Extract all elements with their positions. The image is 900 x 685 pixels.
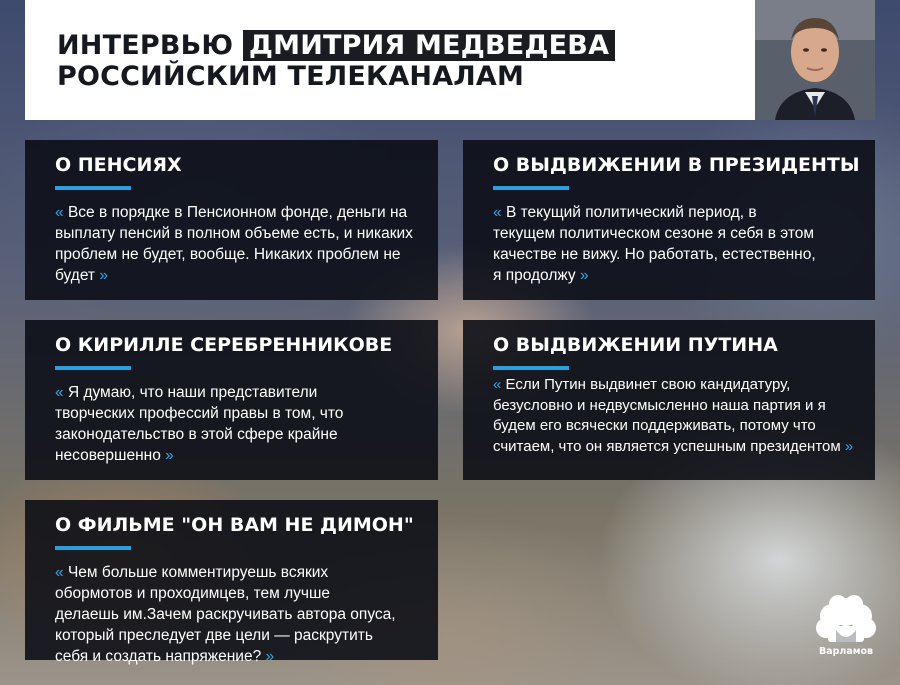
card-text: Все в порядке в Пенсионном фонде, деньги на выплату пенсий в полном объеме есть, и никаких проблем не будет, вообще. Никаких проблем не будет — [55, 204, 413, 284]
card-heading: О ПЕНСИЯХ — [55, 154, 182, 176]
title-part1: ИНТЕРВЬЮ — [57, 30, 234, 61]
quote-close: » — [844, 437, 854, 455]
heading-underline — [493, 366, 569, 370]
card-quote — [55, 562, 398, 667]
card-quote — [493, 375, 865, 457]
card-quote — [55, 382, 393, 466]
card-heading: О КИРИЛЛЕ СЕРЕБРЕННИКОВЕ — [55, 334, 393, 356]
card-quote — [55, 202, 428, 286]
page-title — [57, 30, 615, 92]
quote-close: » — [579, 267, 589, 284]
quote-close: » — [165, 447, 174, 464]
card-presidency — [463, 140, 875, 300]
card-text: Я думаю, что наши представители творческих профессий правы в том, что законодательство в этой сфере крайне несовершенно — [55, 384, 344, 464]
card-heading: О ФИЛЬМЕ "ОН ВАМ НЕ ДИМОН" — [55, 514, 414, 536]
card-film — [25, 500, 438, 665]
quote-open: « — [493, 376, 502, 393]
card-heading: О ВЫДВИЖЕНИИ В ПРЕЗИДЕНТЫ — [493, 154, 860, 176]
quote-close: » — [265, 648, 275, 665]
quote-open: « — [493, 204, 502, 221]
card-pensions — [25, 140, 438, 300]
heading-underline — [55, 186, 131, 190]
card-text: В текущий политический период, в текущем политическом сезоне я себя в этом качестве не вижу. Но работать, естественно, я продолжу — [493, 204, 816, 284]
quote-open: « — [55, 564, 64, 581]
card-text: Если Путин выдвинет свою кандидатуру, безусловно и недвусмысленно наша партия и я будем его всячески поддерживать, потому что считаем, что он является успешным президентом — [493, 376, 841, 455]
heading-underline — [55, 366, 131, 370]
card-putin — [463, 320, 875, 480]
portrait-photo — [755, 0, 875, 120]
header — [25, 0, 875, 120]
title-line2: РОССИЙСКИМ ТЕЛЕКАНАЛАМ — [57, 61, 525, 92]
heading-underline — [493, 186, 569, 190]
afro-head-logo-icon — [806, 590, 886, 670]
logo-text: Варламов — [818, 646, 874, 657]
card-heading: О ВЫДВИЖЕНИИ ПУТИНА — [493, 334, 778, 356]
card-quote — [493, 202, 823, 286]
heading-underline — [55, 546, 131, 550]
quote-open: « — [55, 204, 64, 221]
quote-open: « — [55, 384, 64, 401]
title-highlight: ДМИТРИЯ МЕДВЕДЕВА — [243, 30, 615, 61]
card-text: Чем больше комментируешь всяких обормотов и проходимцев, тем лучше делаешь им.Зачем раскручивать автора опуса, который преследует две цели — раскрутить себя и создать напряжение? — [55, 564, 396, 665]
card-serebrennikov — [25, 320, 438, 480]
quote-close: » — [99, 267, 108, 284]
